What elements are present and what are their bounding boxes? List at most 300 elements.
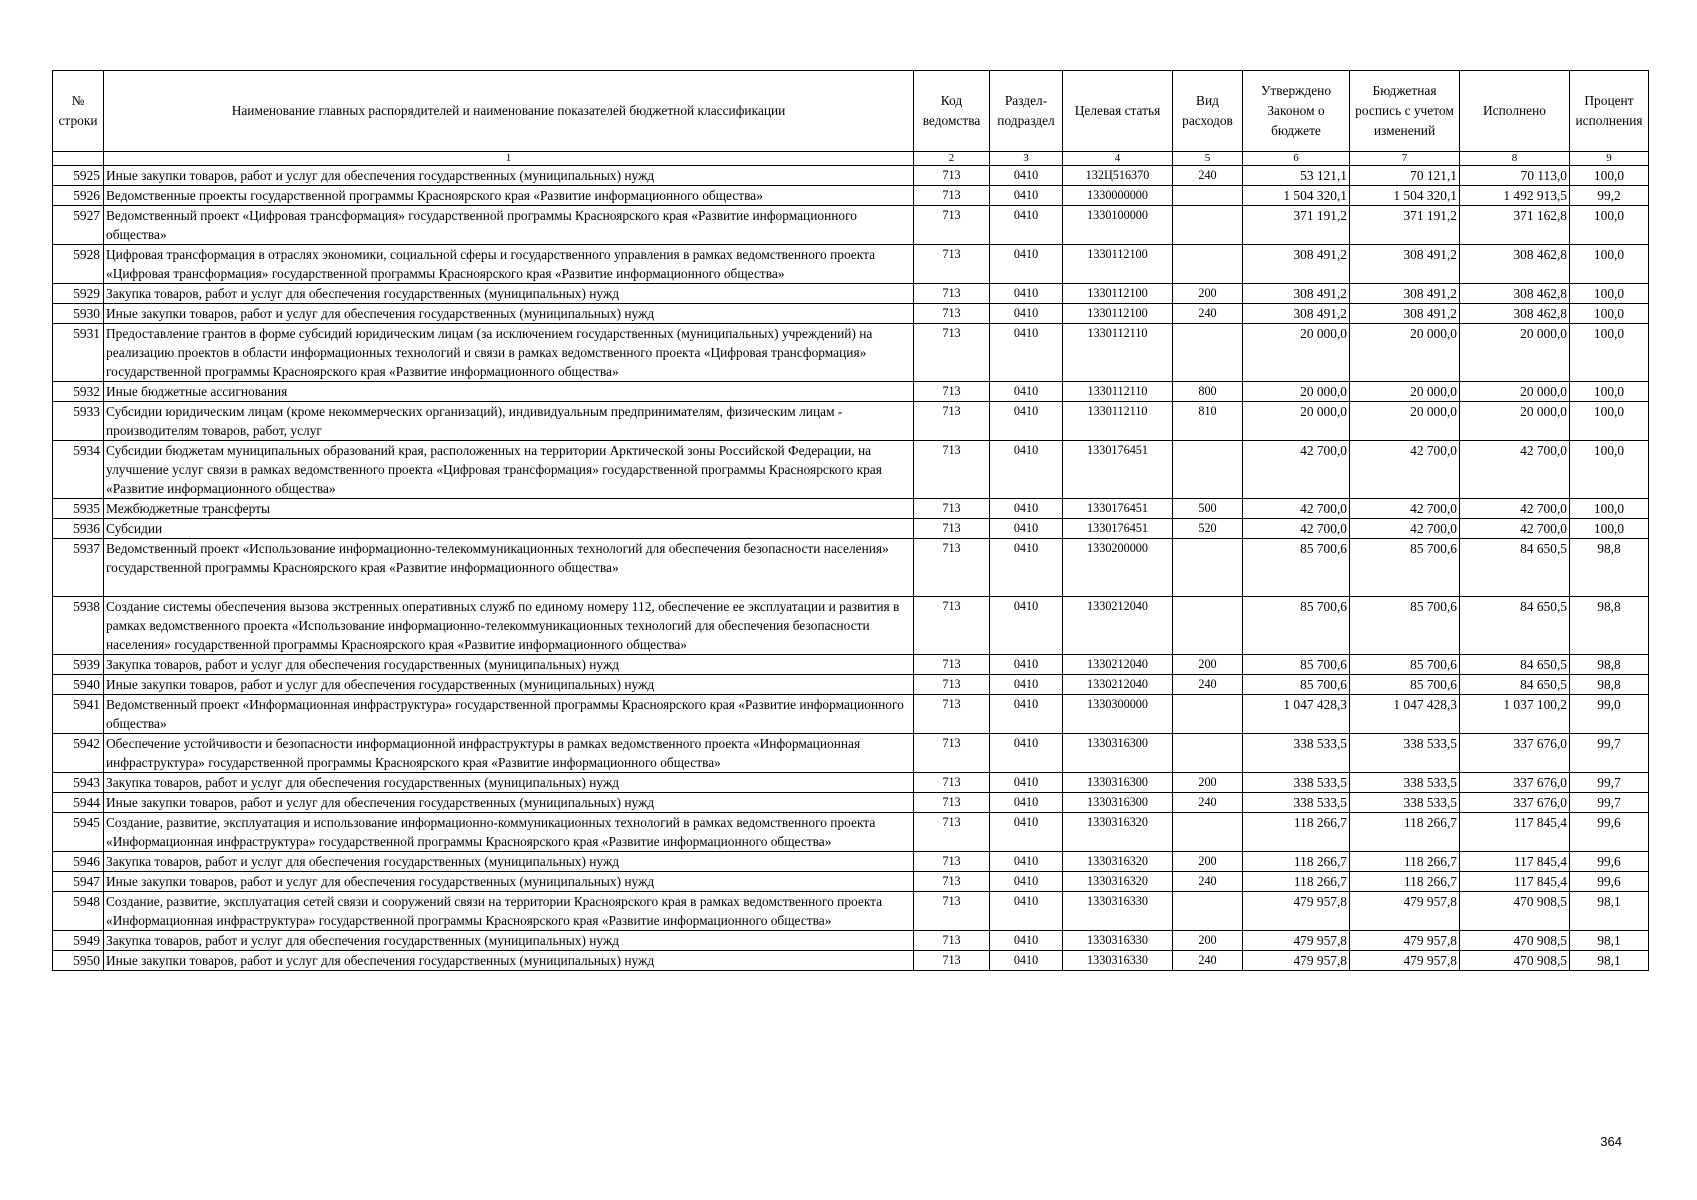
row-percent: 100,0 xyxy=(1570,284,1649,304)
row-section: 0410 xyxy=(990,166,1063,186)
row-budget-schedule: 118 266,7 xyxy=(1350,872,1460,892)
row-dept-code: 713 xyxy=(914,186,990,206)
row-section: 0410 xyxy=(990,304,1063,324)
row-approved: 371 191,2 xyxy=(1243,206,1350,245)
row-percent: 100,0 xyxy=(1570,519,1649,539)
row-name: Субсидии бюджетам муниципальных образований края, расположенных на территории Арктической зоны Российской Федерации, на улучшение услуг связи в рамках ведомственного проекта «Цифровая трансформация» государственной программы Красноярского края «Развитие информационного общества» xyxy=(104,441,914,499)
row-dept-code: 713 xyxy=(914,206,990,245)
column-number: 8 xyxy=(1460,152,1570,166)
row-name: Иные закупки товаров, работ и услуг для обеспечения государственных (муниципальных) нужд xyxy=(104,951,914,971)
table-row xyxy=(53,304,1649,324)
row-approved: 20 000,0 xyxy=(1243,324,1350,382)
row-section: 0410 xyxy=(990,284,1063,304)
row-approved: 42 700,0 xyxy=(1243,499,1350,519)
row-approved: 42 700,0 xyxy=(1243,519,1350,539)
row-executed: 470 908,5 xyxy=(1460,951,1570,971)
row-section: 0410 xyxy=(990,655,1063,675)
row-number: 5935 xyxy=(53,499,104,519)
row-section: 0410 xyxy=(990,675,1063,695)
row-target-article: 1330112100 xyxy=(1063,304,1173,324)
row-executed: 20 000,0 xyxy=(1460,382,1570,402)
row-name: Иные бюджетные ассигнования xyxy=(104,382,914,402)
row-percent: 99,6 xyxy=(1570,813,1649,852)
row-target-article: 1330112110 xyxy=(1063,324,1173,382)
table-row xyxy=(53,441,1649,499)
row-approved: 479 957,8 xyxy=(1243,931,1350,951)
row-name: Ведомственный проект «Информационная инфраструктура» государственной программы Красноярского края «Развитие информационного общества» xyxy=(104,695,914,734)
row-dept-code: 713 xyxy=(914,813,990,852)
row-section: 0410 xyxy=(990,539,1063,597)
row-budget-schedule: 479 957,8 xyxy=(1350,892,1460,931)
row-percent: 99,7 xyxy=(1570,793,1649,813)
table-header-row xyxy=(53,71,1649,152)
table-row xyxy=(53,655,1649,675)
row-section: 0410 xyxy=(990,186,1063,206)
table-row xyxy=(53,206,1649,245)
row-budget-schedule: 70 121,1 xyxy=(1350,166,1460,186)
table-row xyxy=(53,402,1649,441)
row-target-article: 1330316330 xyxy=(1063,892,1173,931)
row-expense-type: 240 xyxy=(1173,951,1243,971)
row-section: 0410 xyxy=(990,695,1063,734)
header-row-number: № строки xyxy=(53,71,104,152)
row-expense-type xyxy=(1173,539,1243,597)
row-target-article: 1330176451 xyxy=(1063,441,1173,499)
row-target-article: 1330000000 xyxy=(1063,186,1173,206)
row-dept-code: 713 xyxy=(914,245,990,284)
row-name: Межбюджетные трансферты xyxy=(104,499,914,519)
row-number: 5949 xyxy=(53,931,104,951)
table-row xyxy=(53,382,1649,402)
row-name: Закупка товаров, работ и услуг для обеспечения государственных (муниципальных) нужд xyxy=(104,773,914,793)
row-target-article: 1330112110 xyxy=(1063,382,1173,402)
row-section: 0410 xyxy=(990,872,1063,892)
row-number: 5934 xyxy=(53,441,104,499)
row-dept-code: 713 xyxy=(914,773,990,793)
row-budget-schedule: 338 533,5 xyxy=(1350,773,1460,793)
row-expense-type xyxy=(1173,597,1243,655)
row-number: 5932 xyxy=(53,382,104,402)
row-percent: 100,0 xyxy=(1570,166,1649,186)
row-percent: 100,0 xyxy=(1570,206,1649,245)
row-dept-code: 713 xyxy=(914,304,990,324)
row-target-article: 1330300000 xyxy=(1063,695,1173,734)
row-percent: 100,0 xyxy=(1570,382,1649,402)
row-expense-type: 240 xyxy=(1173,675,1243,695)
row-name: Закупка товаров, работ и услуг для обеспечения государственных (муниципальных) нужд xyxy=(104,931,914,951)
row-executed: 70 113,0 xyxy=(1460,166,1570,186)
row-expense-type: 800 xyxy=(1173,382,1243,402)
row-percent: 98,8 xyxy=(1570,675,1649,695)
row-number: 5933 xyxy=(53,402,104,441)
row-number: 5946 xyxy=(53,852,104,872)
row-target-article: 1330316330 xyxy=(1063,931,1173,951)
table-row xyxy=(53,245,1649,284)
row-budget-schedule: 20 000,0 xyxy=(1350,324,1460,382)
row-name: Ведомственный проект «Использование информационно-телекоммуникационных технологий для обеспечения безопасности населения» государственной программы Красноярского края «Развитие информационного общества» xyxy=(104,539,914,597)
row-name: Иные закупки товаров, работ и услуг для обеспечения государственных (муниципальных) нужд xyxy=(104,872,914,892)
row-name: Ведомственные проекты государственной программы Красноярского края «Развитие информационного общества» xyxy=(104,186,914,206)
row-section: 0410 xyxy=(990,519,1063,539)
column-number: 9 xyxy=(1570,152,1649,166)
table-row xyxy=(53,499,1649,519)
row-dept-code: 713 xyxy=(914,402,990,441)
row-approved: 118 266,7 xyxy=(1243,813,1350,852)
column-number xyxy=(53,152,104,166)
row-approved: 1 047 428,3 xyxy=(1243,695,1350,734)
row-number: 5944 xyxy=(53,793,104,813)
header-target-article: Целевая статья xyxy=(1063,71,1173,152)
table-row xyxy=(53,675,1649,695)
row-dept-code: 713 xyxy=(914,852,990,872)
row-approved: 308 491,2 xyxy=(1243,284,1350,304)
row-dept-code: 713 xyxy=(914,519,990,539)
row-executed: 84 650,5 xyxy=(1460,675,1570,695)
row-percent: 100,0 xyxy=(1570,499,1649,519)
row-budget-schedule: 85 700,6 xyxy=(1350,675,1460,695)
row-approved: 85 700,6 xyxy=(1243,539,1350,597)
table-row xyxy=(53,951,1649,971)
row-executed: 117 845,4 xyxy=(1460,872,1570,892)
row-executed: 42 700,0 xyxy=(1460,441,1570,499)
row-approved: 118 266,7 xyxy=(1243,852,1350,872)
row-budget-schedule: 42 700,0 xyxy=(1350,499,1460,519)
header-dept-code: Код ведомства xyxy=(914,71,990,152)
row-name: Иные закупки товаров, работ и услуг для обеспечения государственных (муниципальных) нужд xyxy=(104,304,914,324)
row-number: 5936 xyxy=(53,519,104,539)
row-dept-code: 713 xyxy=(914,872,990,892)
row-expense-type: 520 xyxy=(1173,519,1243,539)
row-name: Закупка товаров, работ и услуг для обеспечения государственных (муниципальных) нужд xyxy=(104,655,914,675)
row-budget-schedule: 85 700,6 xyxy=(1350,539,1460,597)
row-executed: 84 650,5 xyxy=(1460,597,1570,655)
row-budget-schedule: 1 047 428,3 xyxy=(1350,695,1460,734)
row-executed: 1 037 100,2 xyxy=(1460,695,1570,734)
row-executed: 42 700,0 xyxy=(1460,519,1570,539)
row-dept-code: 713 xyxy=(914,382,990,402)
row-dept-code: 713 xyxy=(914,675,990,695)
row-budget-schedule: 371 191,2 xyxy=(1350,206,1460,245)
column-number: 1 xyxy=(104,152,914,166)
row-approved: 308 491,2 xyxy=(1243,245,1350,284)
table-row xyxy=(53,931,1649,951)
row-expense-type: 200 xyxy=(1173,655,1243,675)
table-row xyxy=(53,872,1649,892)
row-target-article: 1330316320 xyxy=(1063,813,1173,852)
row-budget-schedule: 20 000,0 xyxy=(1350,382,1460,402)
row-approved: 479 957,8 xyxy=(1243,951,1350,971)
table-row xyxy=(53,519,1649,539)
row-name: Иные закупки товаров, работ и услуг для обеспечения государственных (муниципальных) нужд xyxy=(104,793,914,813)
column-number-row xyxy=(53,152,1649,166)
row-executed: 1 492 913,5 xyxy=(1460,186,1570,206)
header-approved: Утверждено Законом о бюджете xyxy=(1243,71,1350,152)
row-expense-type: 200 xyxy=(1173,773,1243,793)
row-executed: 337 676,0 xyxy=(1460,793,1570,813)
row-number: 5940 xyxy=(53,675,104,695)
table-row xyxy=(53,324,1649,382)
row-executed: 470 908,5 xyxy=(1460,931,1570,951)
row-executed: 84 650,5 xyxy=(1460,655,1570,675)
row-budget-schedule: 1 504 320,1 xyxy=(1350,186,1460,206)
row-dept-code: 713 xyxy=(914,499,990,519)
table-row xyxy=(53,539,1649,597)
row-budget-schedule: 479 957,8 xyxy=(1350,951,1460,971)
column-number: 6 xyxy=(1243,152,1350,166)
row-name: Создание, развитие, эксплуатация сетей связи и сооружений связи на территории Красноярского края в рамках ведомственного проекта «Информационная инфраструктура» государственной программы Красноярского края «Развитие информационного общества» xyxy=(104,892,914,931)
row-number: 5931 xyxy=(53,324,104,382)
row-number: 5938 xyxy=(53,597,104,655)
row-number: 5930 xyxy=(53,304,104,324)
row-approved: 53 121,1 xyxy=(1243,166,1350,186)
row-section: 0410 xyxy=(990,892,1063,931)
table-body xyxy=(53,166,1649,971)
row-target-article: 1330316300 xyxy=(1063,793,1173,813)
row-number: 5945 xyxy=(53,813,104,852)
row-executed: 308 462,8 xyxy=(1460,304,1570,324)
row-expense-type: 240 xyxy=(1173,872,1243,892)
row-executed: 337 676,0 xyxy=(1460,773,1570,793)
row-name: Ведомственный проект «Цифровая трансформация» государственной программы Красноярского края «Развитие информационного общества» xyxy=(104,206,914,245)
row-target-article: 1330316300 xyxy=(1063,773,1173,793)
row-name: Создание, развитие, эксплуатация и использование информационно-коммуникационных технологий в рамках ведомственного проекта «Информационная инфраструктура» государственной программы Красноярского края «Развитие информационного общества» xyxy=(104,813,914,852)
row-approved: 338 533,5 xyxy=(1243,773,1350,793)
table-row xyxy=(53,813,1649,852)
row-budget-schedule: 42 700,0 xyxy=(1350,519,1460,539)
row-number: 5942 xyxy=(53,734,104,773)
row-number: 5948 xyxy=(53,892,104,931)
row-target-article: 1330200000 xyxy=(1063,539,1173,597)
row-percent: 99,6 xyxy=(1570,872,1649,892)
row-expense-type xyxy=(1173,245,1243,284)
row-expense-type xyxy=(1173,324,1243,382)
row-executed: 42 700,0 xyxy=(1460,499,1570,519)
row-percent: 100,0 xyxy=(1570,402,1649,441)
row-number: 5926 xyxy=(53,186,104,206)
row-target-article: 1330112110 xyxy=(1063,402,1173,441)
row-number: 5950 xyxy=(53,951,104,971)
row-expense-type: 200 xyxy=(1173,284,1243,304)
row-budget-schedule: 85 700,6 xyxy=(1350,597,1460,655)
row-target-article: 1330316330 xyxy=(1063,951,1173,971)
row-dept-code: 713 xyxy=(914,734,990,773)
row-section: 0410 xyxy=(990,793,1063,813)
row-approved: 20 000,0 xyxy=(1243,402,1350,441)
column-number: 3 xyxy=(990,152,1063,166)
row-target-article: 1330316320 xyxy=(1063,872,1173,892)
row-dept-code: 713 xyxy=(914,931,990,951)
row-dept-code: 713 xyxy=(914,284,990,304)
row-percent: 99,7 xyxy=(1570,734,1649,773)
row-section: 0410 xyxy=(990,206,1063,245)
row-dept-code: 713 xyxy=(914,951,990,971)
row-approved: 1 504 320,1 xyxy=(1243,186,1350,206)
row-name: Иные закупки товаров, работ и услуг для обеспечения государственных (муниципальных) нужд xyxy=(104,675,914,695)
row-target-article: 1330112100 xyxy=(1063,284,1173,304)
row-executed: 117 845,4 xyxy=(1460,852,1570,872)
row-expense-type: 240 xyxy=(1173,166,1243,186)
row-section: 0410 xyxy=(990,441,1063,499)
page-number: 364 xyxy=(1600,1134,1622,1149)
row-section: 0410 xyxy=(990,245,1063,284)
row-number: 5941 xyxy=(53,695,104,734)
table-row xyxy=(53,166,1649,186)
column-number: 4 xyxy=(1063,152,1173,166)
row-section: 0410 xyxy=(990,402,1063,441)
row-expense-type xyxy=(1173,892,1243,931)
row-expense-type: 200 xyxy=(1173,852,1243,872)
row-dept-code: 713 xyxy=(914,655,990,675)
row-approved: 20 000,0 xyxy=(1243,382,1350,402)
row-executed: 308 462,8 xyxy=(1460,284,1570,304)
row-budget-schedule: 338 533,5 xyxy=(1350,734,1460,773)
row-section: 0410 xyxy=(990,951,1063,971)
header-budget-schedule: Бюджетная роспись с учетом изменений xyxy=(1350,71,1460,152)
row-name: Субсидии xyxy=(104,519,914,539)
row-approved: 479 957,8 xyxy=(1243,892,1350,931)
row-section: 0410 xyxy=(990,852,1063,872)
row-percent: 99,6 xyxy=(1570,852,1649,872)
row-executed: 117 845,4 xyxy=(1460,813,1570,852)
row-percent: 99,7 xyxy=(1570,773,1649,793)
row-percent: 100,0 xyxy=(1570,441,1649,499)
row-approved: 338 533,5 xyxy=(1243,734,1350,773)
row-dept-code: 713 xyxy=(914,892,990,931)
row-percent: 100,0 xyxy=(1570,304,1649,324)
row-section: 0410 xyxy=(990,773,1063,793)
row-budget-schedule: 338 533,5 xyxy=(1350,793,1460,813)
table-row xyxy=(53,773,1649,793)
row-name: Цифровая трансформация в отраслях экономики, социальной сферы и государственного управления в рамках ведомственного проекта «Цифровая трансформация» государственной программы Красноярского края «Развитие информационного общества» xyxy=(104,245,914,284)
row-name: Обеспечение устойчивости и безопасности информационной инфраструктуры в рамках ведомственного проекта «Информационная инфраструктура» государственной программы Красноярского края «Развитие информационного общества» xyxy=(104,734,914,773)
row-percent: 98,8 xyxy=(1570,539,1649,597)
row-number: 5937 xyxy=(53,539,104,597)
row-executed: 20 000,0 xyxy=(1460,402,1570,441)
row-number: 5939 xyxy=(53,655,104,675)
row-number: 5947 xyxy=(53,872,104,892)
header-expense-type: Вид расходов xyxy=(1173,71,1243,152)
row-percent: 100,0 xyxy=(1570,324,1649,382)
row-target-article: 1330212040 xyxy=(1063,675,1173,695)
row-budget-schedule: 308 491,2 xyxy=(1350,304,1460,324)
header-executed: Исполнено xyxy=(1460,71,1570,152)
row-expense-type: 200 xyxy=(1173,931,1243,951)
table-row xyxy=(53,793,1649,813)
row-name: Закупка товаров, работ и услуг для обеспечения государственных (муниципальных) нужд xyxy=(104,852,914,872)
row-percent: 100,0 xyxy=(1570,245,1649,284)
row-executed: 371 162,8 xyxy=(1460,206,1570,245)
row-expense-type xyxy=(1173,186,1243,206)
row-expense-type: 240 xyxy=(1173,793,1243,813)
row-budget-schedule: 20 000,0 xyxy=(1350,402,1460,441)
row-executed: 20 000,0 xyxy=(1460,324,1570,382)
row-section: 0410 xyxy=(990,382,1063,402)
table-row xyxy=(53,852,1649,872)
row-name: Субсидии юридическим лицам (кроме некоммерческих организаций), индивидуальным предпринимателям, физическим лицам - производителям товаров, работ, услуг xyxy=(104,402,914,441)
row-expense-type xyxy=(1173,441,1243,499)
column-number: 7 xyxy=(1350,152,1460,166)
row-approved: 85 700,6 xyxy=(1243,655,1350,675)
row-expense-type xyxy=(1173,206,1243,245)
row-section: 0410 xyxy=(990,813,1063,852)
table-row xyxy=(53,695,1649,734)
row-budget-schedule: 308 491,2 xyxy=(1350,245,1460,284)
row-dept-code: 713 xyxy=(914,695,990,734)
row-budget-schedule: 308 491,2 xyxy=(1350,284,1460,304)
row-percent: 98,1 xyxy=(1570,892,1649,931)
row-executed: 337 676,0 xyxy=(1460,734,1570,773)
row-dept-code: 713 xyxy=(914,597,990,655)
table-row xyxy=(53,892,1649,931)
row-number: 5929 xyxy=(53,284,104,304)
row-dept-code: 713 xyxy=(914,324,990,382)
row-percent: 98,1 xyxy=(1570,951,1649,971)
row-target-article: 1330316300 xyxy=(1063,734,1173,773)
row-name: Создание системы обеспечения вызова экстренных оперативных служб по единому номеру 112, обеспечение ее эксплуатации и развития в рамках ведомственного проекта «Использование информационно-телекоммуникационных технологий для обеспечения безопасности населения» государственной программы Красноярского края «Развитие информационного общества» xyxy=(104,597,914,655)
row-section: 0410 xyxy=(990,597,1063,655)
row-section: 0410 xyxy=(990,931,1063,951)
row-expense-type: 500 xyxy=(1173,499,1243,519)
row-target-article: 132Ц516370 xyxy=(1063,166,1173,186)
table-row xyxy=(53,734,1649,773)
header-percent: Процент исполнения xyxy=(1570,71,1649,152)
table-row xyxy=(53,284,1649,304)
row-target-article: 1330176451 xyxy=(1063,519,1173,539)
row-executed: 470 908,5 xyxy=(1460,892,1570,931)
budget-table xyxy=(52,70,1649,971)
row-target-article: 1330212040 xyxy=(1063,655,1173,675)
row-approved: 308 491,2 xyxy=(1243,304,1350,324)
table-row xyxy=(53,597,1649,655)
row-section: 0410 xyxy=(990,324,1063,382)
row-executed: 84 650,5 xyxy=(1460,539,1570,597)
row-target-article: 1330100000 xyxy=(1063,206,1173,245)
row-dept-code: 713 xyxy=(914,441,990,499)
row-approved: 85 700,6 xyxy=(1243,597,1350,655)
row-percent: 98,1 xyxy=(1570,931,1649,951)
row-budget-schedule: 42 700,0 xyxy=(1350,441,1460,499)
row-budget-schedule: 479 957,8 xyxy=(1350,931,1460,951)
row-percent: 98,8 xyxy=(1570,655,1649,675)
row-expense-type xyxy=(1173,695,1243,734)
row-target-article: 1330316320 xyxy=(1063,852,1173,872)
row-budget-schedule: 118 266,7 xyxy=(1350,852,1460,872)
row-dept-code: 713 xyxy=(914,793,990,813)
row-expense-type: 240 xyxy=(1173,304,1243,324)
header-section: Раздел-подраздел xyxy=(990,71,1063,152)
row-number: 5925 xyxy=(53,166,104,186)
row-number: 5928 xyxy=(53,245,104,284)
row-budget-schedule: 118 266,7 xyxy=(1350,813,1460,852)
row-section: 0410 xyxy=(990,734,1063,773)
row-name: Иные закупки товаров, работ и услуг для обеспечения государственных (муниципальных) нужд xyxy=(104,166,914,186)
row-number: 5927 xyxy=(53,206,104,245)
row-percent: 99,2 xyxy=(1570,186,1649,206)
row-target-article: 1330212040 xyxy=(1063,597,1173,655)
row-executed: 308 462,8 xyxy=(1460,245,1570,284)
row-percent: 99,0 xyxy=(1570,695,1649,734)
row-name: Закупка товаров, работ и услуг для обеспечения государственных (муниципальных) нужд xyxy=(104,284,914,304)
row-percent: 98,8 xyxy=(1570,597,1649,655)
row-expense-type xyxy=(1173,813,1243,852)
table-row xyxy=(53,186,1649,206)
column-number: 2 xyxy=(914,152,990,166)
header-name: Наименование главных распорядителей и наименование показателей бюджетной классификации xyxy=(104,71,914,152)
row-target-article: 1330176451 xyxy=(1063,499,1173,519)
row-dept-code: 713 xyxy=(914,166,990,186)
row-approved: 42 700,0 xyxy=(1243,441,1350,499)
row-expense-type xyxy=(1173,734,1243,773)
